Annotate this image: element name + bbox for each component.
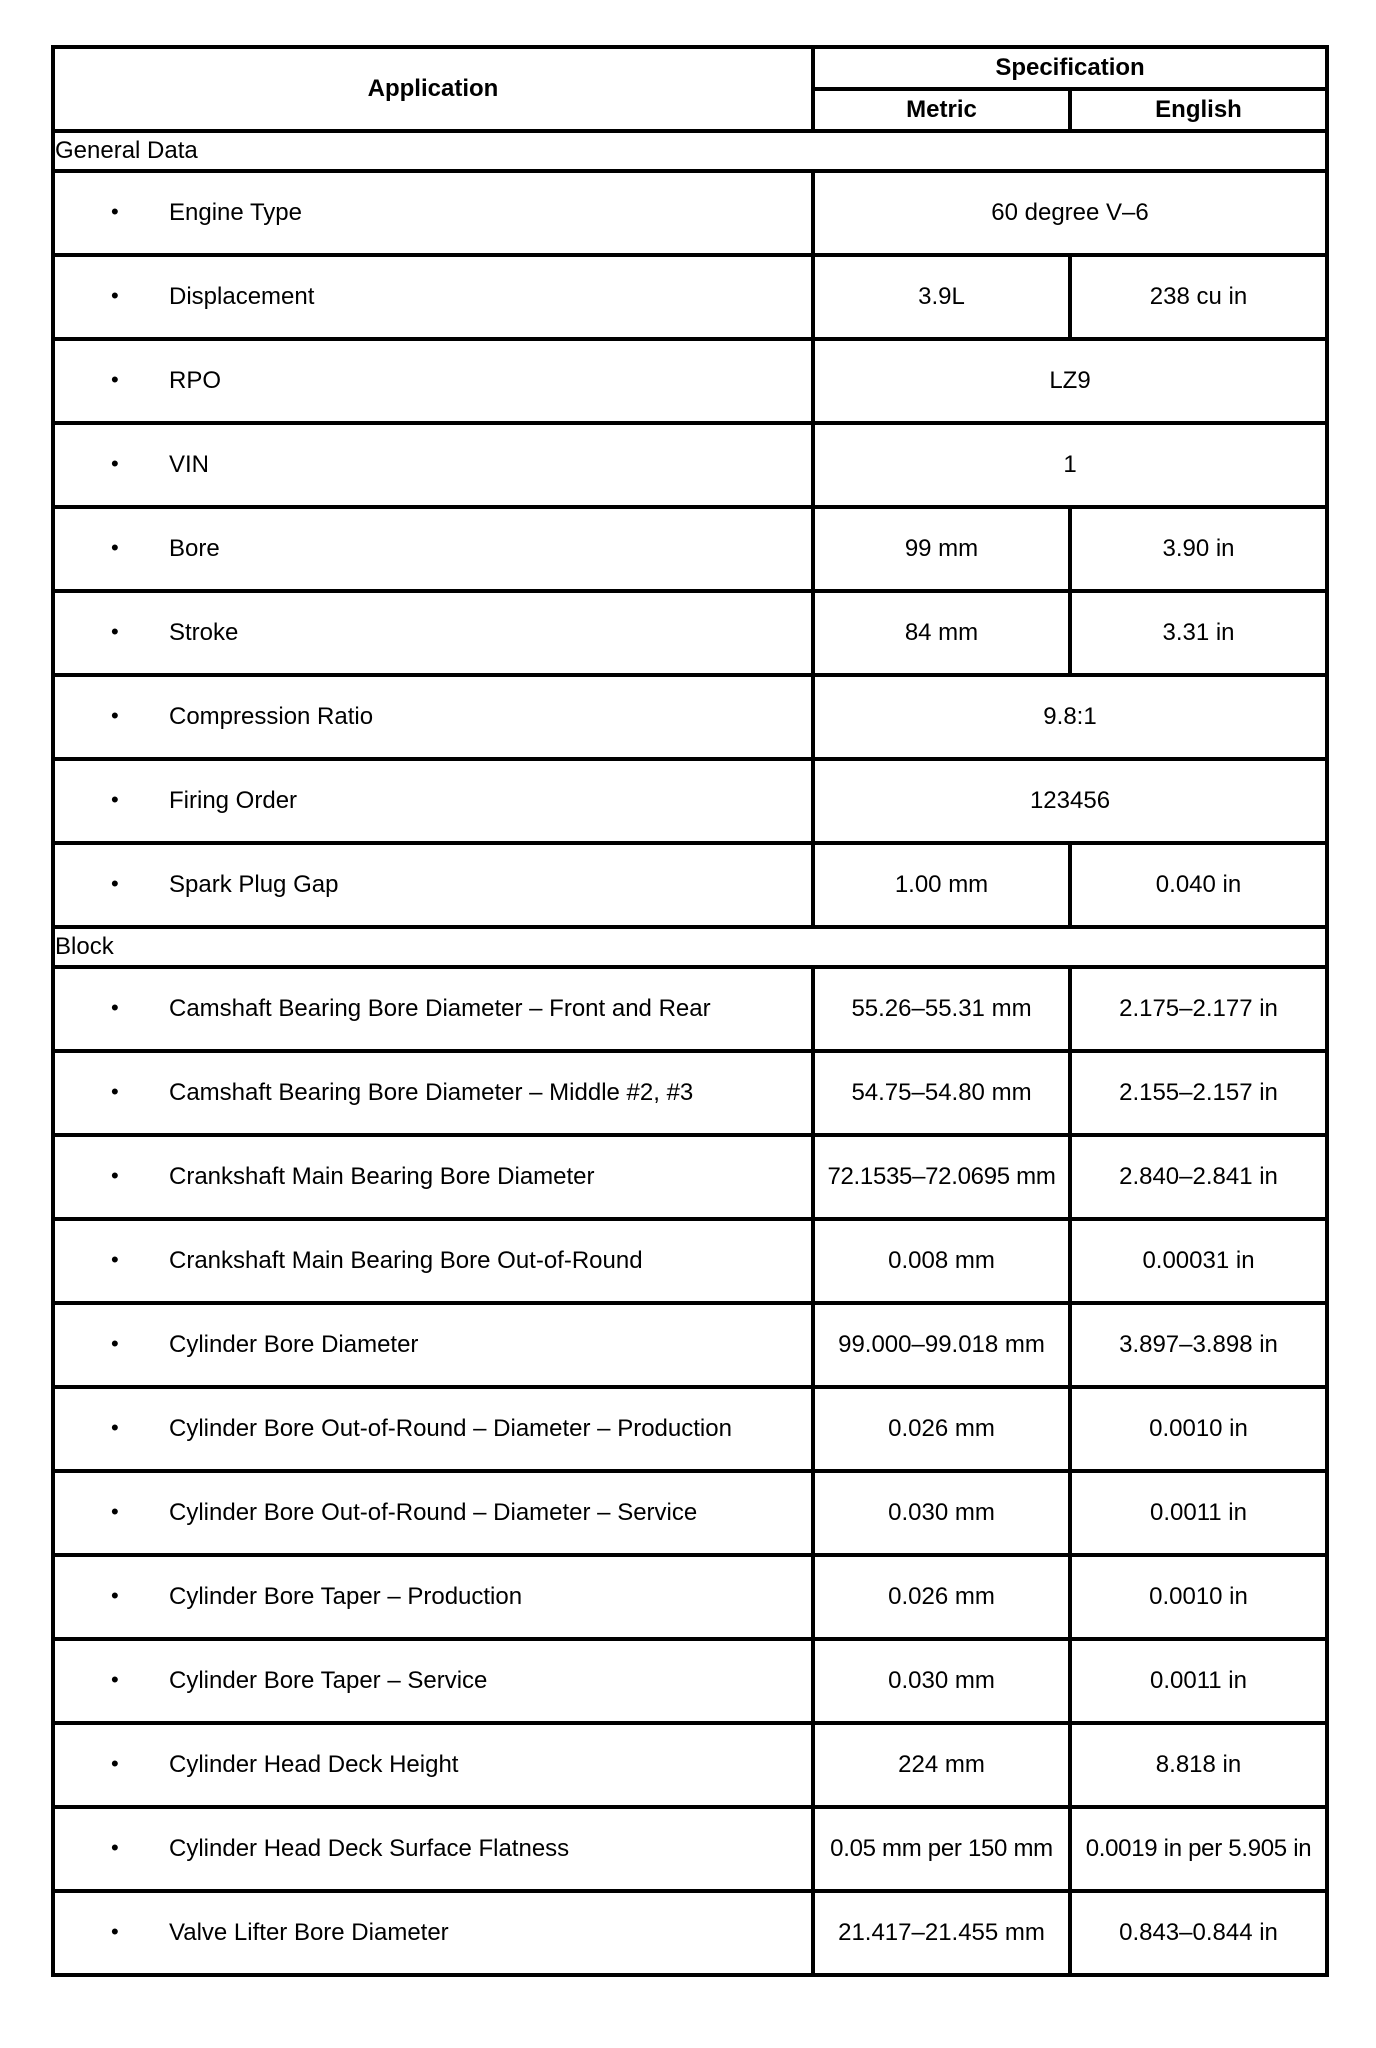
bullet-icon: • bbox=[111, 199, 119, 224]
table-row bbox=[53, 1471, 1327, 1555]
table-row bbox=[53, 1639, 1327, 1723]
table-row bbox=[53, 1723, 1327, 1807]
spec-label: Stroke bbox=[169, 619, 239, 646]
spec-label: Crankshaft Main Bearing Bore Diameter bbox=[169, 1163, 595, 1190]
metric-value: 224 mm bbox=[813, 1723, 1070, 1807]
bullet-icon: • bbox=[111, 451, 119, 476]
english-value: 2.175–2.177 in bbox=[1070, 967, 1327, 1051]
spec-label: Spark Plug Gap bbox=[169, 871, 339, 898]
metric-header: Metric bbox=[813, 89, 1070, 131]
spec-label: RPO bbox=[169, 367, 222, 394]
spec-label: Camshaft Bearing Bore Diameter – Front and Rear bbox=[169, 995, 711, 1022]
metric-value: 54.75–54.80 mm bbox=[813, 1051, 1070, 1135]
english-value: 238 cu in bbox=[1070, 255, 1327, 339]
metric-value: 0.008 mm bbox=[813, 1219, 1070, 1303]
bullet-icon: • bbox=[111, 1835, 119, 1860]
metric-value: 0.030 mm bbox=[813, 1471, 1070, 1555]
spec-label: Cylinder Head Deck Surface Flatness bbox=[169, 1835, 570, 1862]
section-heading-block: Block bbox=[53, 927, 1327, 967]
bullet-icon: • bbox=[111, 703, 119, 728]
spec-label: Crankshaft Main Bearing Bore Out-of-Round bbox=[169, 1247, 643, 1274]
spec-value: 123456 bbox=[813, 759, 1327, 843]
metric-value: 1.00 mm bbox=[813, 843, 1070, 927]
metric-value: 84 mm bbox=[813, 591, 1070, 675]
english-value: 0.0010 in bbox=[1070, 1387, 1327, 1471]
english-value: 0.843–0.844 in bbox=[1070, 1891, 1327, 1975]
spec-label: Firing Order bbox=[169, 787, 298, 814]
table-row bbox=[53, 1219, 1327, 1303]
bullet-icon: • bbox=[111, 1583, 119, 1608]
spec-label: Cylinder Bore Taper – Service bbox=[169, 1667, 488, 1694]
table-row bbox=[53, 507, 1327, 591]
metric-value: 99 mm bbox=[813, 507, 1070, 591]
table-row bbox=[53, 1891, 1327, 1975]
table-row bbox=[53, 843, 1327, 927]
spec-label: Valve Lifter Bore Diameter bbox=[169, 1919, 449, 1946]
spec-label: VIN bbox=[169, 451, 210, 478]
spec-label: Bore bbox=[169, 535, 220, 562]
bullet-icon: • bbox=[111, 871, 119, 896]
table-row bbox=[53, 967, 1327, 1051]
english-value: 3.897–3.898 in bbox=[1070, 1303, 1327, 1387]
bullet-icon: • bbox=[111, 1247, 119, 1272]
metric-value: 99.000–99.018 mm bbox=[813, 1303, 1070, 1387]
spec-label: Engine Type bbox=[169, 199, 302, 226]
specification-header: Specification bbox=[813, 47, 1327, 89]
spec-label: Compression Ratio bbox=[169, 703, 374, 730]
bullet-icon: • bbox=[111, 283, 119, 308]
bullet-icon: • bbox=[111, 1163, 119, 1188]
metric-value: 0.026 mm bbox=[813, 1387, 1070, 1471]
table-row bbox=[53, 1051, 1327, 1135]
english-value: 0.040 in bbox=[1070, 843, 1327, 927]
bullet-icon: • bbox=[111, 1415, 119, 1440]
bullet-icon: • bbox=[111, 1079, 119, 1104]
spec-label: Cylinder Bore Out-of-Round – Diameter – Production bbox=[169, 1415, 732, 1442]
table-row bbox=[53, 1135, 1327, 1219]
english-value: 2.155–2.157 in bbox=[1070, 1051, 1327, 1135]
english-value: 0.0011 in bbox=[1070, 1471, 1327, 1555]
english-value: 2.840–2.841 in bbox=[1070, 1135, 1327, 1219]
metric-value: 3.9L bbox=[813, 255, 1070, 339]
spec-value: 1 bbox=[813, 423, 1327, 507]
bullet-icon: • bbox=[111, 1331, 119, 1356]
bullet-icon: • bbox=[111, 1919, 119, 1944]
spec-label: Cylinder Head Deck Height bbox=[169, 1751, 459, 1778]
english-value: 0.0011 in bbox=[1070, 1639, 1327, 1723]
spec-value: 60 degree V–6 bbox=[813, 171, 1327, 255]
table-row bbox=[53, 171, 1327, 255]
spec-label: Camshaft Bearing Bore Diameter – Middle #2, #3 bbox=[169, 1079, 694, 1106]
table-row bbox=[53, 1807, 1327, 1891]
bullet-icon: • bbox=[111, 367, 119, 392]
bullet-icon: • bbox=[111, 1667, 119, 1692]
table-row bbox=[53, 255, 1327, 339]
bullet-icon: • bbox=[111, 535, 119, 560]
spec-value: 9.8:1 bbox=[813, 675, 1327, 759]
english-value: 3.90 in bbox=[1070, 507, 1327, 591]
table-row bbox=[53, 591, 1327, 675]
english-value: 0.0019 in per 5.905 in bbox=[1070, 1807, 1327, 1891]
metric-value: 55.26–55.31 mm bbox=[813, 967, 1070, 1051]
application-header: Application bbox=[53, 47, 813, 131]
section-heading-general-data: General Data bbox=[53, 131, 1327, 171]
table-row bbox=[53, 423, 1327, 507]
bullet-icon: • bbox=[111, 619, 119, 644]
table-row bbox=[53, 675, 1327, 759]
metric-value: 0.05 mm per 150 mm bbox=[813, 1807, 1070, 1891]
english-value: 0.0010 in bbox=[1070, 1555, 1327, 1639]
english-value: 0.00031 in bbox=[1070, 1219, 1327, 1303]
metric-value: 72.1535–72.0695 mm bbox=[813, 1135, 1070, 1219]
table-row bbox=[53, 339, 1327, 423]
bullet-icon: • bbox=[111, 995, 119, 1020]
table-row bbox=[53, 1387, 1327, 1471]
spec-label: Cylinder Bore Taper – Production bbox=[169, 1583, 523, 1610]
spec-label: Cylinder Bore Diameter bbox=[169, 1331, 419, 1358]
bullet-icon: • bbox=[111, 1751, 119, 1776]
bullet-icon: • bbox=[111, 1499, 119, 1524]
engine-specification-table bbox=[51, 45, 1329, 1977]
english-value: 3.31 in bbox=[1070, 591, 1327, 675]
spec-label: Displacement bbox=[169, 283, 315, 310]
english-header: English bbox=[1070, 89, 1327, 131]
spec-label: Cylinder Bore Out-of-Round – Diameter – Service bbox=[169, 1499, 698, 1526]
table-row bbox=[53, 1555, 1327, 1639]
english-value: 8.818 in bbox=[1070, 1723, 1327, 1807]
metric-value: 0.026 mm bbox=[813, 1555, 1070, 1639]
bullet-icon: • bbox=[111, 787, 119, 812]
metric-value: 0.030 mm bbox=[813, 1639, 1070, 1723]
table-row bbox=[53, 1303, 1327, 1387]
spec-value: LZ9 bbox=[813, 339, 1327, 423]
metric-value: 21.417–21.455 mm bbox=[813, 1891, 1070, 1975]
table-row bbox=[53, 759, 1327, 843]
